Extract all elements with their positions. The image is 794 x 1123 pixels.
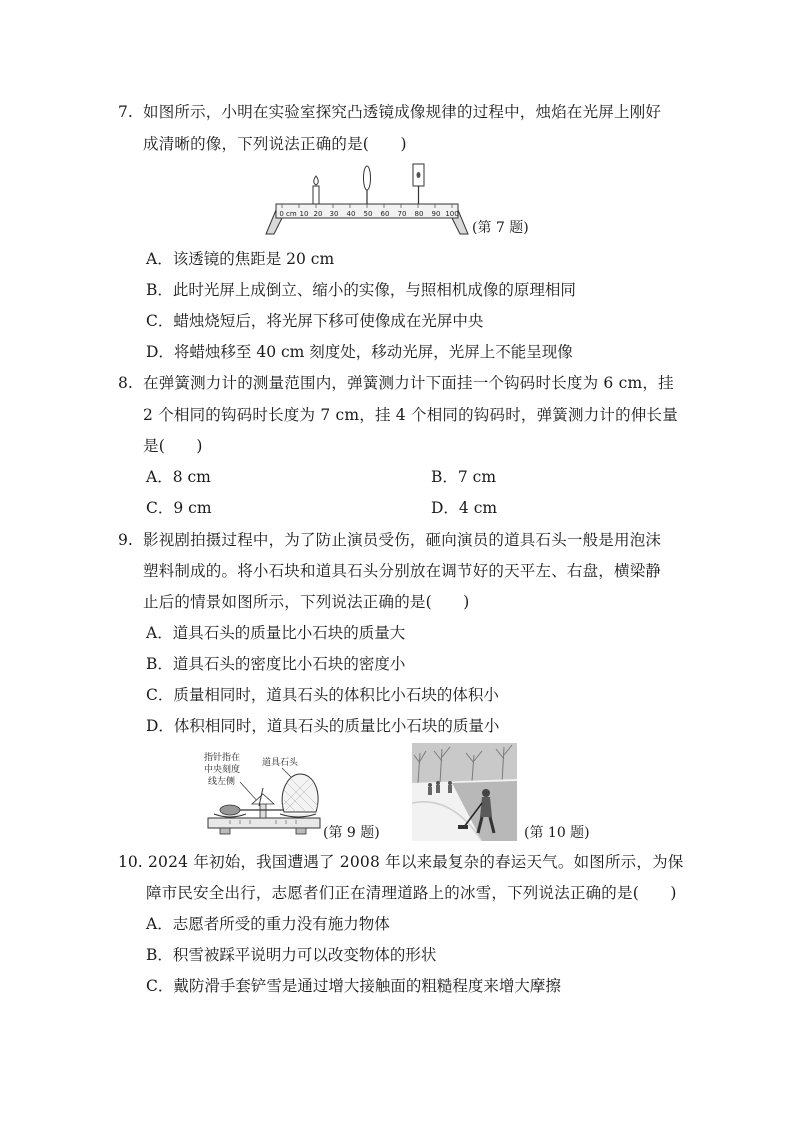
snow-clearing-photo bbox=[412, 743, 517, 841]
q9-option-a: A．道具石头的质量比小石块的质量大 bbox=[146, 624, 406, 642]
q8-stem-line1: 在弹簧测力计的测量范围内，弹簧测力计下面挂一个钩码时长度为 6 cm，挂 bbox=[143, 374, 674, 392]
q8-stem-line2: 2 个相同的钩码时长度为 7 cm，挂 4 个相同的钩码时，弹簧测力计的伸长量 bbox=[143, 406, 678, 424]
q9-stem-line1: 影视剧拍摄过程中，为了防止演员受伤，砸向演员的道具石头一般是用泡沫 bbox=[143, 531, 662, 549]
candle-icon bbox=[313, 176, 319, 204]
q9-stem-line3: 止后的情景如图所示，下列说法正确的是( ) bbox=[143, 593, 470, 611]
optical-bench-figure bbox=[262, 160, 472, 240]
q10-stem-line2: 障市民安全出行，志愿者们正在清理道路上的冰雪，下列说法正确的是( ) bbox=[146, 884, 677, 902]
q8-option-d: D．4 cm bbox=[431, 499, 498, 517]
prop-stone-label: 道具石头 bbox=[262, 758, 299, 768]
q7-figure-caption: (第 7 题) bbox=[472, 220, 529, 236]
ruler-tick-label: 50 bbox=[363, 210, 373, 218]
balance-base bbox=[208, 818, 320, 828]
ruler-tick-label: 30 bbox=[329, 210, 339, 218]
balance-svg bbox=[200, 748, 325, 840]
light-screen-icon bbox=[413, 164, 424, 204]
q9-stem-line2: 塑料制成的。将小石块和道具石头分别放在调节好的天平左、右盘，横梁静 bbox=[143, 562, 662, 580]
q8-option-c: C．9 cm bbox=[146, 499, 212, 517]
q10-option-c: C．戴防滑手套铲雪是通过增大接触面的粗糙程度来增大摩擦 bbox=[146, 977, 561, 995]
ruler-tick-label: 20 bbox=[313, 210, 323, 218]
ruler-tick-label: 0 cm bbox=[279, 210, 297, 218]
ruler-tick-label: 60 bbox=[380, 210, 390, 218]
right-pan bbox=[280, 814, 316, 817]
q8-option-a: A．8 cm bbox=[146, 468, 211, 486]
q9-option-c: C．质量相同时，道具石头的体积比小石块的体积小 bbox=[146, 686, 499, 704]
optical-bench-svg bbox=[262, 160, 472, 240]
q10-option-a: A．志愿者所受的重力没有施力物体 bbox=[146, 915, 390, 933]
q9-option-b: B．道具石头的密度比小石块的密度小 bbox=[146, 655, 406, 673]
q7-option-b: B．此时光屏上成倒立、缩小的实像，与照相机成像的原理相同 bbox=[146, 281, 576, 299]
ruler-tick-label: 40 bbox=[346, 210, 356, 218]
balance-figure bbox=[200, 748, 325, 840]
q8-number: 8. bbox=[118, 374, 133, 392]
pointer-label-line3: 线左侧 bbox=[208, 777, 236, 787]
q10-option-b: B．积雪被踩平说明力可以改变物体的形状 bbox=[146, 946, 437, 964]
snow-photo-svg bbox=[412, 743, 517, 841]
q9-option-d: D．体积相同时，道具石头的质量比小石块的质量小 bbox=[146, 717, 500, 735]
pointer-label-line1: 指针指在 bbox=[204, 753, 241, 763]
pointer-label-line2: 中央刻度 bbox=[204, 765, 241, 775]
q9-number: 9. bbox=[118, 531, 133, 549]
q7-number: 7. bbox=[118, 103, 133, 121]
q7-option-c: C．蜡烛烧短后，将光屏下移可使像成在光屏中央 bbox=[146, 312, 484, 330]
q9-figure-caption: (第 9 题) bbox=[323, 825, 380, 841]
ruler-tick-label: 70 bbox=[397, 210, 407, 218]
ruler-tick-label: 80 bbox=[414, 210, 424, 218]
q7-option-d: D．将蜡烛移至 40 cm 刻度处，移动光屏，光屏上不能呈现像 bbox=[146, 343, 573, 361]
q7-option-a: A．该透镜的焦距是 20 cm bbox=[146, 250, 335, 268]
q8-stem-line3: 是( ) bbox=[143, 437, 203, 455]
ruler-tick-label: 10 bbox=[299, 210, 309, 218]
q7-stem-line2: 成清晰的像，下列说法正确的是( ) bbox=[143, 135, 407, 153]
ruler-tick-label: 90 bbox=[431, 210, 441, 218]
ruler-tick-label: 100 bbox=[445, 210, 459, 218]
q8-option-b: B．7 cm bbox=[431, 468, 497, 486]
small-stone-icon bbox=[220, 805, 240, 815]
q7-stem-line1: 如图所示，小明在实验室探究凸透镜成像规律的过程中，烛焰在光屏上刚好 bbox=[143, 103, 662, 121]
q10-figure-caption: (第 10 题) bbox=[524, 825, 590, 841]
q10-number: 10. bbox=[118, 853, 143, 871]
convex-lens-icon bbox=[364, 166, 371, 204]
q10-stem-line1: 2024 年初始，我国遭遇了 2008 年以来最复杂的春运天气。如图所示，为保 bbox=[148, 853, 684, 871]
